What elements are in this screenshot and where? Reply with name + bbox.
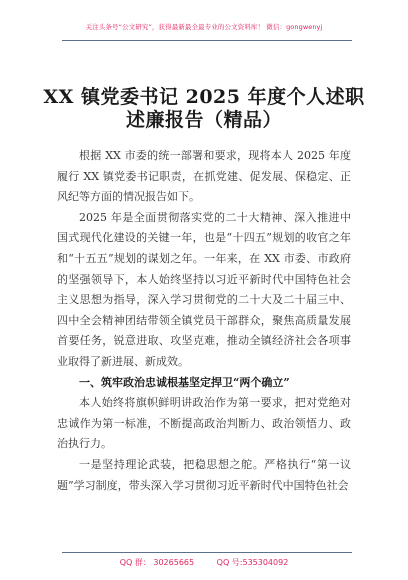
header-divider [62,40,352,41]
paragraph-overview: 2025 年是全面贯彻落实党的二十大精神、深入推进中国式现代化建设的关键一年，也是“十四五”规划的收官之年和“十五五”规划的谋划之年。一年来，在 XX 市委、市政府的坚强领导下，本人始终坚持以习近平新时代中国特色社会主义思想为指导，深入学习贯彻党的二十大及二十届三中、四中全会精神团结带领全镇党员干部群众，聚焦高质量发展首要任务，锐意进取、攻坚克难，推动全镇经济社会各项事业取得了新进展、新成效。 [57,210,351,368]
document-body [57,146,351,496]
footer-qq-number: QQ 号:535304092 [216,558,289,567]
header-banner: 关注头条号“公文研究”，获得最新最全最专业的公文资料库！ 微信：gongwenyj [85,23,323,31]
paragraph-theory: 一是坚持理论武装，把稳思想之舵。严格执行“第一议题”学习制度，带头深入学习贯彻习近平新时代中国特色社会 [57,457,351,492]
paragraph-political: 本人始终将旗帜鲜明讲政治作为第一要求，把对党绝对忠诚作为第一标准，不断提高政治判断力、政治领悟力、政治执行力。 [57,396,351,451]
footer-divider [62,552,352,553]
footer-qq-group: QQ 群： 30265665 [119,558,195,567]
document-title-line2: 述廉报告（精品） [125,109,282,131]
footer [0,557,408,568]
document-title-line1: XX 镇党委书记 2025 年度个人述职 [43,86,365,108]
paragraph-intro: 根据 XX 市委的统一部署和要求，现将本人 2025 年度履行 XX 镇党委书记职责，在抓党建、促发展、保稳定、正风纪等方面的情况报告如下。 [57,149,351,204]
section-heading-1: 一、筑牢政治忠诚根基坚定捍卫“两个确立” [79,375,290,389]
